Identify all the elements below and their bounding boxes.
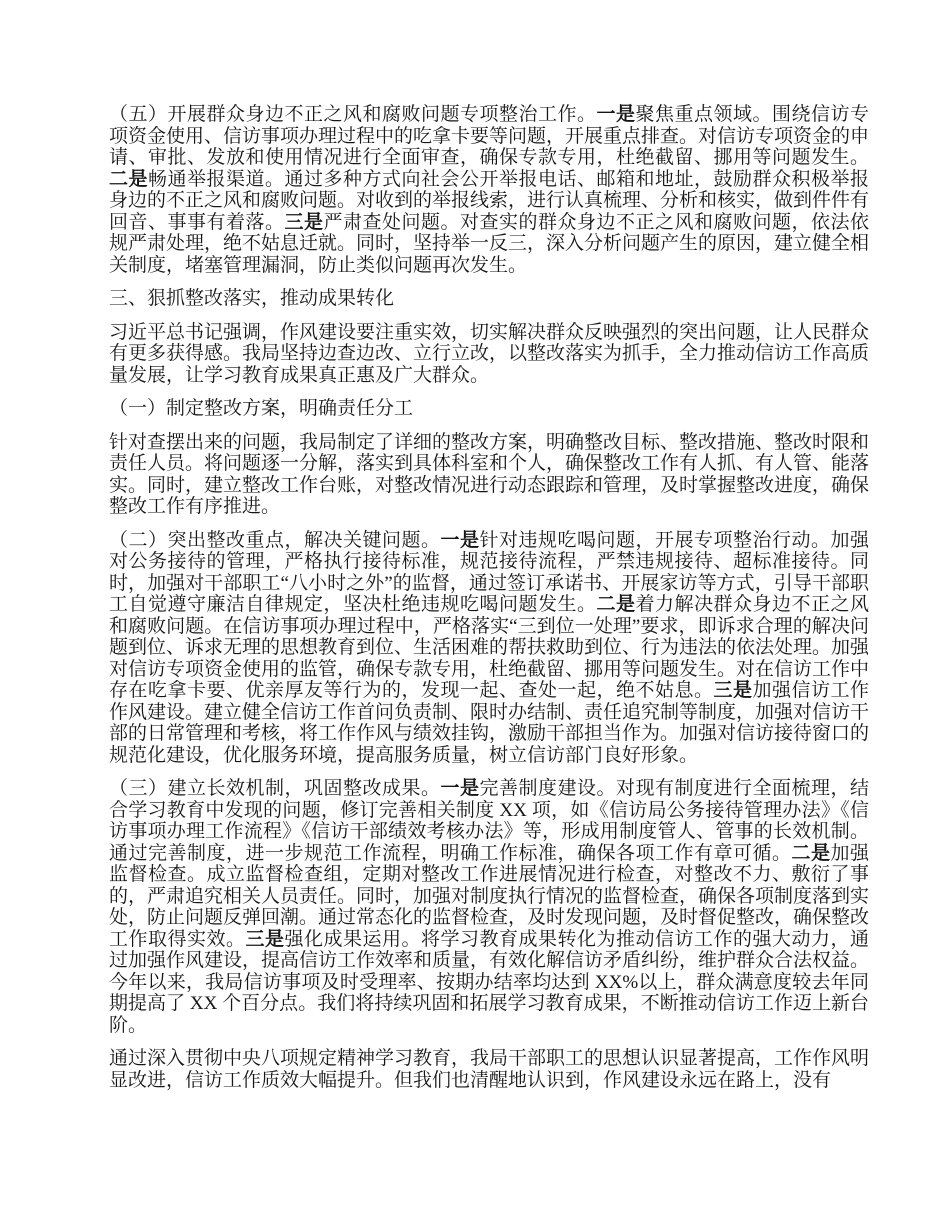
bold-text-run: 二是: [791, 842, 831, 864]
text-run: （三）建立长效机制，巩固整改成果。: [109, 778, 441, 799]
text-run: 严肃查处问题。对查实的群众身边不正之风和腐败问题，依法依规严肃处理，绝不姑息迁就。同时，坚持举一反三，深入分析问题产生的原因，建立健全相关制度，堵塞管理漏洞，防止类似问题再次发生。: [109, 211, 870, 276]
bold-text-run: 一是: [596, 104, 636, 125]
para-section-5: [109, 104, 869, 276]
para-sub-1: [109, 432, 869, 518]
text-run: （二）突出整改重点，解决关键问题。: [109, 529, 441, 551]
heading-sub-1: [109, 398, 869, 420]
bold-text-run: 二是: [596, 594, 636, 615]
text-run: 通过深入贯彻中央八项规定精神学习教育，我局干部职工的思想认识显著提高，工作作风明显改进，信访工作质效大幅提升。但我们也清醒地认识到，作风建设永远在路上，没有: [109, 1048, 870, 1091]
text-run: 加强信访工作作风建设。建立健全信访工作首问负责制、限时办结制、责任追究制等制度，加强对信访干部的日常管理和考核，将工作作风与绩效挂钩，激励干部担当作为。加强对信访接待窗口的规范化建设，优化服务环境，提高服务质量，树立信访部门良好形象。: [109, 680, 870, 766]
text-run: （五）开展群众身边不正之风和腐败问题专项整治工作。: [109, 104, 597, 125]
bold-text-run: 三是: [245, 928, 285, 950]
para-conclusion: [109, 1048, 869, 1091]
text-run: 三、狠抓整改落实，推动成果转化: [109, 288, 395, 309]
text-run: 聚焦重点领域。围绕信访专项资金使用、信访事项办理过程中的吃拿卡要等问题，开展重点排查。对信访专项资金的申请、审批、发放和使用情况进行全面审查，确保专款专用，杜绝截留、挪用等问题发生。: [109, 104, 870, 168]
bold-text-run: 三是: [713, 680, 753, 701]
text-run: 针对查摆出来的问题，我局制定了详细的整改方案，明确整改目标、整改措施、整改时限和责任人员。将问题逐一分解，落实到具体科室和个人，确保整改工作有人抓、有人管、能落实。同时，建立整改工作台账，对整改情况进行动态跟踪和管理，及时掌握整改进度，确保整改工作有序推进。: [109, 431, 870, 517]
bold-text-run: 一是: [440, 529, 480, 551]
para-sub-3: [109, 778, 869, 1036]
text-run: 强化成果运用。将学习教育成果转化为推动信访工作的强大动力，通过加强作风建设，提高信访工作效率和质量，有效化解信访矛盾纠纷，维护群众合法权益。今年以来，我局信访事项及时受理率、按期办结率均达到 XX%以上，群众满意度较去年同期提高了 XX 个百分点。我们将持续巩固和拓展学习教育成果，不断推动信访工作迈上新台阶。: [109, 928, 870, 1036]
text-run: 完善制度建设。对现有制度进行全面梳理，结合学习教育中发现的问题，修订完善相关制度 XX 项，如《信访局公务接待管理办法》《信访事项办理工作流程》《信访干部绩效考核办法》等，形成用制度管人、管事的长效机制。通过完善制度，进一步规范工作流程，明确工作标准，确保各项工作有章可循。: [109, 778, 869, 864]
bold-text-run: 一是: [440, 778, 480, 799]
para-sub-2: [109, 530, 869, 767]
text-run: 加强监督检查。成立监督检查组，定期对整改工作进展情况进行检查，对整改不力、敷衍了事的，严肃追究相关人员责任。同时，加强对制度执行情况的监督检查，确保各项制度落到实处，防止问题反弹回潮。通过常态化的监督检查，及时发现问题，及时督促整改，确保整改工作取得实效。: [109, 842, 870, 950]
bold-text-run: 三是: [284, 211, 324, 233]
bold-text-run: 二是: [109, 168, 148, 190]
para-intro: [109, 322, 869, 387]
text-run: 着力解决群众身边不正之风和腐败问题。在信访事项办理过程中，严格落实“三到位一处理”要求，即诉求合理的解决问题到位、诉求无理的思想教育到位、生活困难的帮扶救助到位、行为违法的依法处理。加强对信访专项资金使用的监管，确保专款专用，杜绝截留、挪用等问题发生。对在信访工作中存在吃拿卡要、优亲厚友等行为的，发现一起、查处一起，绝不姑息。: [109, 594, 870, 701]
text-run: （一）制定整改方案，明确责任分工: [109, 398, 414, 419]
text-run: 畅通举报渠道。通过多种方式向社会公开举报电话、邮箱和地址，鼓励群众积极举报身边的不正之风和腐败问题。对收到的举报线索，进行认真梳理、分析和核实，做到件件有回音、事事有着落。: [109, 168, 870, 233]
heading-section-3: [109, 288, 869, 310]
text-run: 习近平总书记强调，作风建设要注重实效，切实解决群众反映强烈的突出问题，让人民群众有更多获得感。我局坚持边查边改、立行立改，以整改落实为抓手，全力推动信访工作高质量发展，让学习教育成果真正惠及广大群众。: [109, 321, 870, 386]
text-run: 针对违规吃喝问题，开展专项整治行动。加强对公务接待的管理，严格执行接待标准，规范接待流程，严禁违规接待、超标准接待。同时，加强对干部职工“八小时之外”的监督，通过签订承诺书、开展家访等方式，引导干部职工自觉遵守廉洁自律规定，坚决杜绝违规吃喝问题发生。: [109, 529, 869, 615]
